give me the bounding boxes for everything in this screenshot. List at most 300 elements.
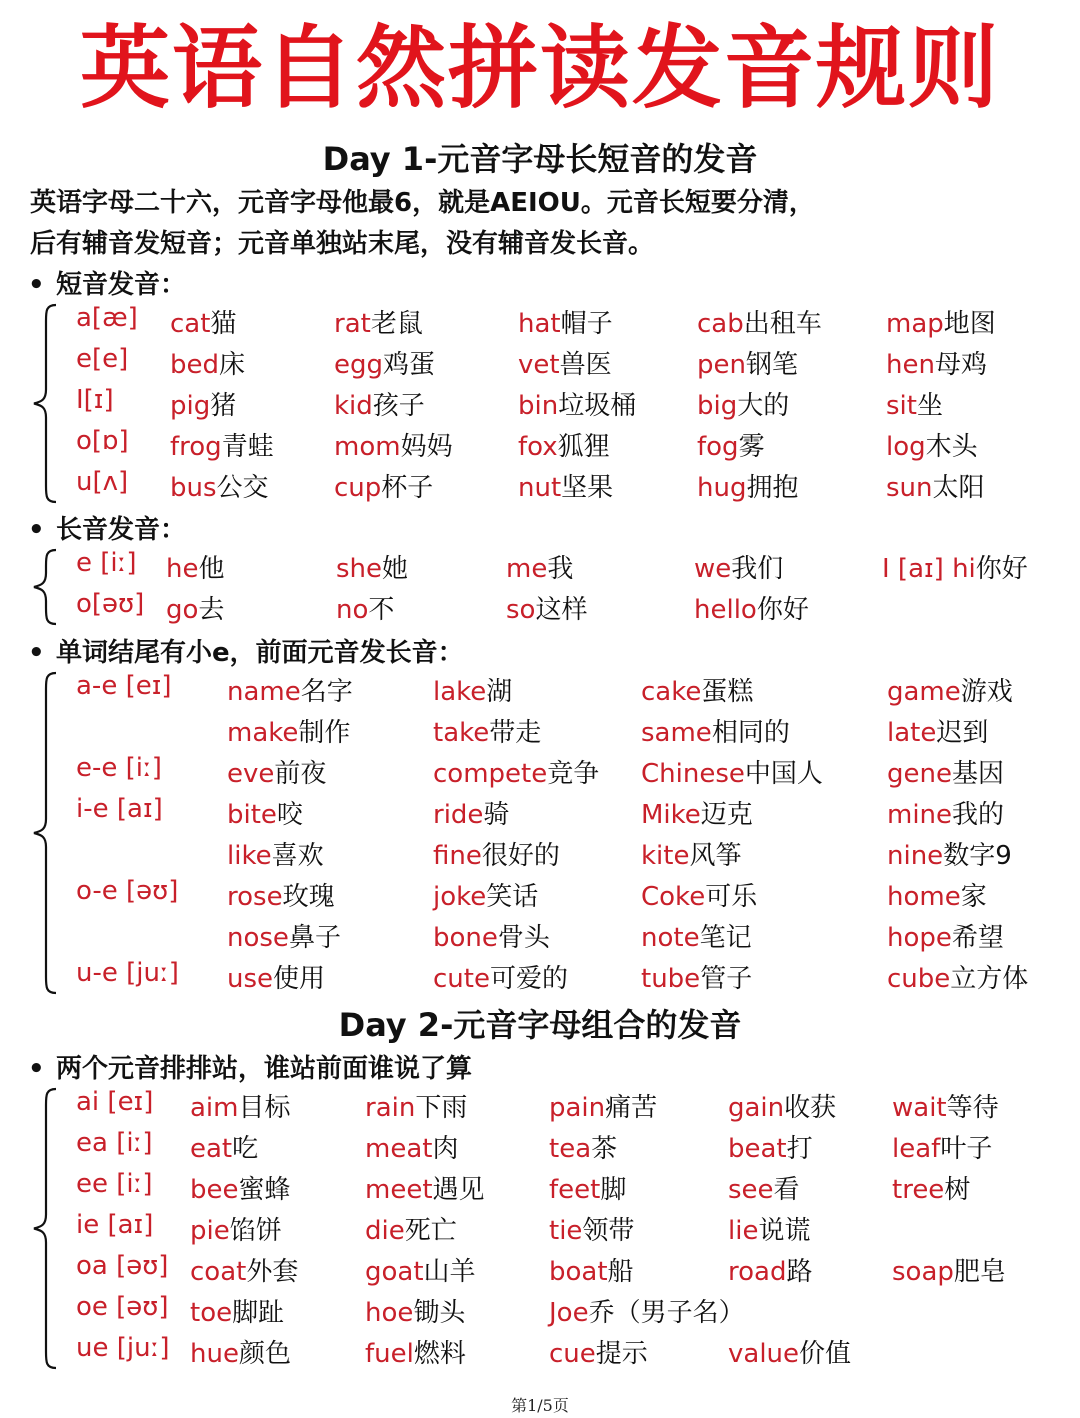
word-entry (697, 467, 798, 504)
chinese-meaning: 青蛙 (221, 432, 274, 462)
chinese-meaning: 收获 (784, 1093, 837, 1123)
day2-heading: Day 2-元音字母组合的发音 (338, 1006, 742, 1044)
chinese-meaning: 笔记 (699, 923, 752, 953)
word-entry (549, 1333, 648, 1370)
word-entry (728, 1169, 800, 1206)
phonics-row (0, 917, 1080, 957)
chinese-meaning: 母鸡 (934, 350, 987, 380)
chinese-meaning: 使用 (273, 964, 326, 994)
sound-label: ie [aɪ] (76, 1210, 154, 1240)
chinese-meaning: 颜色 (238, 1339, 291, 1369)
phonics-row (0, 876, 1080, 916)
chinese-meaning: 外套 (246, 1257, 299, 1287)
english-word: hope (887, 923, 952, 953)
word-entry (549, 1292, 745, 1329)
chinese-meaning: 遇见 (432, 1175, 485, 1205)
english-word: joke (433, 882, 487, 912)
word-entry (506, 548, 573, 585)
word-entry (728, 1210, 810, 1247)
english-word: goat (365, 1257, 424, 1287)
word-entry (227, 671, 353, 708)
word-entry (334, 303, 423, 340)
sound-label: o[ɒ] (76, 426, 129, 456)
phonics-row (0, 835, 1080, 875)
day1-intro-line1: 英语字母二十六，元音字母他最6，就是AEIOU。元音长短要分清， (30, 188, 815, 218)
english-word: sit (886, 391, 917, 421)
word-entry (433, 753, 599, 790)
english-word: fog (697, 432, 739, 462)
english-word: tea (549, 1134, 592, 1164)
chinese-meaning: 他 (198, 554, 225, 584)
english-word: use (227, 964, 274, 994)
english-word: no (336, 595, 369, 625)
phonics-row (0, 426, 1080, 466)
english-word: so (506, 595, 536, 625)
english-word: gene (887, 759, 952, 789)
word-entry (641, 958, 752, 995)
word-entry (170, 426, 274, 463)
chinese-meaning: 燃料 (413, 1339, 466, 1369)
word-entry (365, 1292, 465, 1329)
english-word: make (227, 718, 299, 748)
english-word: I [aɪ] hi (882, 554, 976, 584)
chinese-meaning: 领带 (582, 1216, 635, 1246)
english-word: bite (227, 800, 277, 830)
english-word: gain (728, 1093, 785, 1123)
english-word: cat (170, 309, 211, 339)
english-word: compete (433, 759, 548, 789)
word-entry (170, 385, 236, 422)
chinese-meaning: 看 (773, 1175, 800, 1205)
word-entry (887, 753, 1004, 790)
phonics-row (0, 1210, 1080, 1250)
chinese-meaning: 目标 (238, 1093, 291, 1123)
word-entry (697, 344, 798, 381)
chinese-meaning: 湖 (486, 677, 513, 707)
chinese-meaning: 咬 (276, 800, 303, 830)
word-entry (336, 589, 394, 626)
english-word: beat (728, 1134, 787, 1164)
english-word: meet (365, 1175, 433, 1205)
magic-e-table (0, 671, 1080, 999)
english-word: cab (697, 309, 744, 339)
phonics-row (0, 1087, 1080, 1127)
magic-e-heading (28, 632, 464, 669)
english-word: home (887, 882, 961, 912)
word-entry (886, 303, 996, 340)
english-word: cube (887, 964, 951, 994)
english-word: hue (190, 1339, 239, 1369)
word-entry (170, 303, 236, 340)
english-word: lake (433, 677, 487, 707)
chinese-meaning: 大的 (737, 391, 790, 421)
chinese-meaning: 等待 (946, 1093, 999, 1123)
word-entry (887, 835, 1012, 872)
chinese-meaning: 家 (960, 882, 987, 912)
chinese-meaning: 制作 (298, 718, 351, 748)
english-word: like (227, 841, 272, 871)
word-entry (887, 794, 1004, 831)
english-word: lie (728, 1216, 759, 1246)
long-vowel-table (0, 548, 1080, 630)
word-entry (334, 385, 425, 422)
phonics-row (0, 303, 1080, 343)
chinese-meaning: 狐狸 (557, 432, 610, 462)
word-entry (227, 876, 335, 913)
sound-label: e[e] (76, 344, 129, 374)
english-word: nine (887, 841, 944, 871)
word-entry (365, 1128, 458, 1165)
word-entry (506, 589, 587, 626)
english-word: log (886, 432, 926, 462)
english-word: name (227, 677, 301, 707)
long-vowel-heading (28, 509, 186, 546)
chinese-meaning: 名字 (300, 677, 353, 707)
chinese-meaning: 蜜蜂 (238, 1175, 291, 1205)
english-word: me (506, 554, 548, 584)
word-entry (641, 835, 742, 872)
chinese-meaning: 她 (382, 554, 409, 584)
chinese-meaning: 老鼠 (370, 309, 423, 339)
english-word: eat (190, 1134, 233, 1164)
chinese-meaning: 地图 (943, 309, 996, 339)
phonics-row (0, 753, 1080, 793)
english-word: see (728, 1175, 774, 1205)
chinese-meaning: 我的 (952, 800, 1005, 830)
chinese-meaning: 骨头 (497, 923, 550, 953)
word-entry (190, 1251, 298, 1288)
chinese-meaning: 风筝 (689, 841, 742, 871)
sound-label: ue [juː] (76, 1333, 170, 1363)
sound-label: u-e [juː] (76, 958, 179, 988)
english-word: ride (433, 800, 484, 830)
word-entry (886, 385, 943, 422)
word-entry (641, 794, 753, 831)
english-word: take (433, 718, 490, 748)
english-word: tree (892, 1175, 945, 1205)
word-entry (170, 467, 269, 504)
phonics-row (0, 467, 1080, 507)
english-word: cup (334, 473, 382, 503)
chinese-meaning: 说谎 (758, 1216, 811, 1246)
chinese-meaning: 猫 (210, 309, 237, 339)
word-entry (334, 344, 435, 381)
english-word: map (886, 309, 944, 339)
english-word: she (336, 554, 383, 584)
word-entry (518, 467, 613, 504)
word-entry (433, 671, 512, 708)
word-entry (170, 344, 245, 381)
english-word: Coke (641, 882, 706, 912)
word-entry (886, 467, 985, 504)
english-word: Joe (549, 1298, 589, 1328)
english-word: big (697, 391, 738, 421)
long-vowel-label: 长音发音： (56, 515, 187, 545)
word-entry (887, 917, 1004, 954)
sound-label: e-e [iː] (76, 753, 162, 783)
chinese-meaning: 痛苦 (605, 1093, 658, 1123)
chinese-meaning: 你好 (756, 595, 809, 625)
english-word: bone (433, 923, 498, 953)
day1-heading: Day 1-元音字母长短音的发音 (322, 140, 758, 178)
sound-label: oe [əʊ] (76, 1292, 169, 1322)
vowel-pair-heading (28, 1048, 472, 1085)
english-word: rain (365, 1093, 416, 1123)
word-entry (728, 1087, 836, 1124)
chinese-meaning: 游戏 (960, 677, 1013, 707)
chinese-meaning: 可乐 (705, 882, 758, 912)
word-entry (334, 467, 433, 504)
chinese-meaning: 山羊 (423, 1257, 476, 1287)
english-word: toe (190, 1298, 233, 1328)
chinese-meaning: 提示 (595, 1339, 648, 1369)
english-word: vet (518, 350, 560, 380)
word-entry (227, 917, 341, 954)
chinese-meaning: 垃圾桶 (558, 391, 637, 421)
chinese-meaning: 鸡蛋 (383, 350, 436, 380)
page-title: 英语自然拼读发音规则 (80, 16, 1000, 121)
sound-label: a-e [eɪ] (76, 671, 172, 701)
chinese-meaning: 叶子 (940, 1134, 993, 1164)
chinese-meaning: 树 (944, 1175, 971, 1205)
sound-label: u[ʌ] (76, 467, 129, 497)
word-entry (166, 589, 224, 626)
chinese-meaning: 迟到 (936, 718, 989, 748)
word-entry (728, 1128, 813, 1165)
chinese-meaning: 鼻子 (288, 923, 341, 953)
chinese-meaning: 馅饼 (229, 1216, 282, 1246)
phonics-row (0, 712, 1080, 752)
english-word: late (887, 718, 937, 748)
word-entry (892, 1128, 992, 1165)
word-entry (641, 671, 753, 708)
english-word: tie (549, 1216, 583, 1246)
chinese-meaning: 兽医 (559, 350, 612, 380)
english-word: pie (190, 1216, 230, 1246)
word-entry (190, 1128, 258, 1165)
bullet-dot: • (28, 1054, 45, 1084)
english-word: hen (886, 350, 935, 380)
english-word: rose (227, 882, 283, 912)
word-entry (190, 1210, 282, 1247)
chinese-meaning: 价值 (799, 1339, 852, 1369)
word-entry (549, 1169, 626, 1206)
english-word: pen (697, 350, 746, 380)
word-entry (433, 712, 541, 749)
english-word: same (641, 718, 712, 748)
sound-label: I[ɪ] (76, 385, 114, 415)
magic-e-label: 单词结尾有小e，前面元音发长音： (56, 638, 464, 668)
chinese-meaning: 希望 (951, 923, 1004, 953)
english-word: game (887, 677, 961, 707)
short-vowel-heading (28, 264, 186, 301)
word-entry (227, 753, 326, 790)
chinese-meaning: 脚趾 (232, 1298, 285, 1328)
english-word: egg (334, 350, 384, 380)
word-entry (887, 712, 988, 749)
english-word: hello (694, 595, 757, 625)
word-entry (728, 1251, 812, 1288)
chinese-meaning: 帽子 (560, 309, 613, 339)
english-word: aim (190, 1093, 239, 1123)
bullet-dot: • (28, 515, 45, 545)
word-entry (365, 1169, 485, 1206)
chinese-meaning: 坚果 (561, 473, 614, 503)
english-word: meat (365, 1134, 433, 1164)
word-entry (697, 385, 789, 422)
english-word: coat (190, 1257, 247, 1287)
english-word: hoe (365, 1298, 414, 1328)
word-entry (433, 917, 550, 954)
sound-label: ea [iː] (76, 1128, 153, 1158)
chinese-meaning: 这样 (535, 595, 588, 625)
chinese-meaning: 茶 (591, 1134, 618, 1164)
word-entry (365, 1333, 466, 1370)
chinese-meaning: 孩子 (372, 391, 425, 421)
word-entry (694, 589, 809, 626)
english-word: road (728, 1257, 787, 1287)
chinese-meaning: 船 (607, 1257, 634, 1287)
chinese-meaning: 乔（男子名） (588, 1298, 745, 1328)
sound-label: o-e [əʊ] (76, 876, 179, 906)
word-entry (518, 426, 610, 463)
english-word: nose (227, 923, 289, 953)
english-word: he (166, 554, 199, 584)
chinese-meaning: 数字9 (943, 841, 1012, 871)
english-word: Chinese (641, 759, 745, 789)
bullet-dot: • (28, 638, 45, 668)
word-entry (887, 876, 987, 913)
chinese-meaning: 脚 (600, 1175, 627, 1205)
chinese-meaning: 立方体 (950, 964, 1029, 994)
chinese-meaning: 我们 (731, 554, 784, 584)
chinese-meaning: 肥皂 (953, 1257, 1006, 1287)
word-entry (433, 835, 560, 872)
word-entry (887, 671, 1013, 708)
english-word: hug (697, 473, 747, 503)
word-entry (549, 1210, 634, 1247)
word-entry (365, 1087, 467, 1124)
chinese-meaning: 死亡 (404, 1216, 457, 1246)
chinese-meaning: 骑 (483, 800, 510, 830)
short-vowel-label: 短音发音： (56, 270, 187, 300)
word-entry (697, 303, 822, 340)
word-entry (728, 1333, 851, 1370)
chinese-meaning: 杯子 (381, 473, 434, 503)
phonics-row (0, 589, 1080, 629)
chinese-meaning: 拥抱 (746, 473, 799, 503)
english-word: fuel (365, 1339, 414, 1369)
word-entry (549, 1087, 657, 1124)
page-footer: 第1/5页 (511, 1396, 569, 1415)
chinese-meaning: 前夜 (274, 759, 327, 789)
english-word: bee (190, 1175, 239, 1205)
phonics-row (0, 548, 1080, 588)
chinese-meaning: 妈妈 (400, 432, 453, 462)
chinese-meaning: 公交 (216, 473, 269, 503)
english-word: kite (641, 841, 690, 871)
chinese-meaning: 雾 (738, 432, 765, 462)
english-word: hat (518, 309, 561, 339)
chinese-meaning: 锄头 (413, 1298, 466, 1328)
chinese-meaning: 中国人 (744, 759, 823, 789)
chinese-meaning: 可爱的 (489, 964, 568, 994)
chinese-meaning: 猪 (210, 391, 237, 421)
chinese-meaning: 迈克 (700, 800, 753, 830)
chinese-meaning: 太阳 (932, 473, 985, 503)
chinese-meaning: 出租车 (743, 309, 822, 339)
english-word: fine (433, 841, 482, 871)
word-entry (892, 1087, 999, 1124)
phonics-row (0, 794, 1080, 834)
phonics-row (0, 1333, 1080, 1373)
english-word: eve (227, 759, 275, 789)
vowel-pair-label: 两个元音排排站，谁站前面谁说了算 (56, 1054, 473, 1084)
word-entry (549, 1128, 617, 1165)
phonics-row (0, 344, 1080, 384)
chinese-meaning: 笑话 (486, 882, 539, 912)
chinese-meaning: 路 (786, 1257, 813, 1287)
word-entry (887, 958, 1028, 995)
english-word: we (694, 554, 732, 584)
word-entry (336, 548, 408, 585)
chinese-meaning: 你好 (975, 554, 1028, 584)
chinese-meaning: 我 (547, 554, 574, 584)
english-word: kid (334, 391, 373, 421)
sound-label: o[əʊ] (76, 589, 145, 619)
day1-intro-line2: 后有辅音发短音；元音单独站末尾，没有辅音发长音。 (30, 229, 655, 259)
english-word: wait (892, 1093, 947, 1123)
chinese-meaning: 竞争 (547, 759, 600, 789)
chinese-meaning: 床 (219, 350, 246, 380)
english-word: nut (518, 473, 562, 503)
chinese-meaning: 打 (786, 1134, 813, 1164)
chinese-meaning: 不 (368, 595, 395, 625)
english-word: pain (549, 1093, 606, 1123)
word-entry (190, 1087, 291, 1124)
english-word: sun (886, 473, 933, 503)
word-entry (641, 917, 752, 954)
word-entry (518, 385, 636, 422)
word-entry (365, 1210, 457, 1247)
english-word: tube (641, 964, 701, 994)
english-word: cue (549, 1339, 596, 1369)
word-entry (882, 548, 1028, 585)
word-entry (892, 1251, 1006, 1288)
chinese-meaning: 相同的 (711, 718, 790, 748)
word-entry (227, 958, 325, 995)
short-vowel-table (0, 303, 1080, 508)
word-entry (549, 1251, 634, 1288)
english-word: feet (549, 1175, 601, 1205)
chinese-meaning: 基因 (951, 759, 1004, 789)
word-entry (886, 344, 987, 381)
word-entry (190, 1292, 284, 1329)
english-word: frog (170, 432, 222, 462)
english-word: soap (892, 1257, 954, 1287)
word-entry (518, 303, 613, 340)
word-entry (433, 958, 568, 995)
english-word: mom (334, 432, 401, 462)
chinese-meaning: 去 (198, 595, 225, 625)
word-entry (227, 794, 303, 831)
word-entry (433, 794, 509, 831)
word-entry (694, 548, 783, 585)
phonics-row (0, 385, 1080, 425)
english-word: mine (887, 800, 953, 830)
chinese-meaning: 坐 (916, 391, 943, 421)
chinese-meaning: 吃 (232, 1134, 259, 1164)
